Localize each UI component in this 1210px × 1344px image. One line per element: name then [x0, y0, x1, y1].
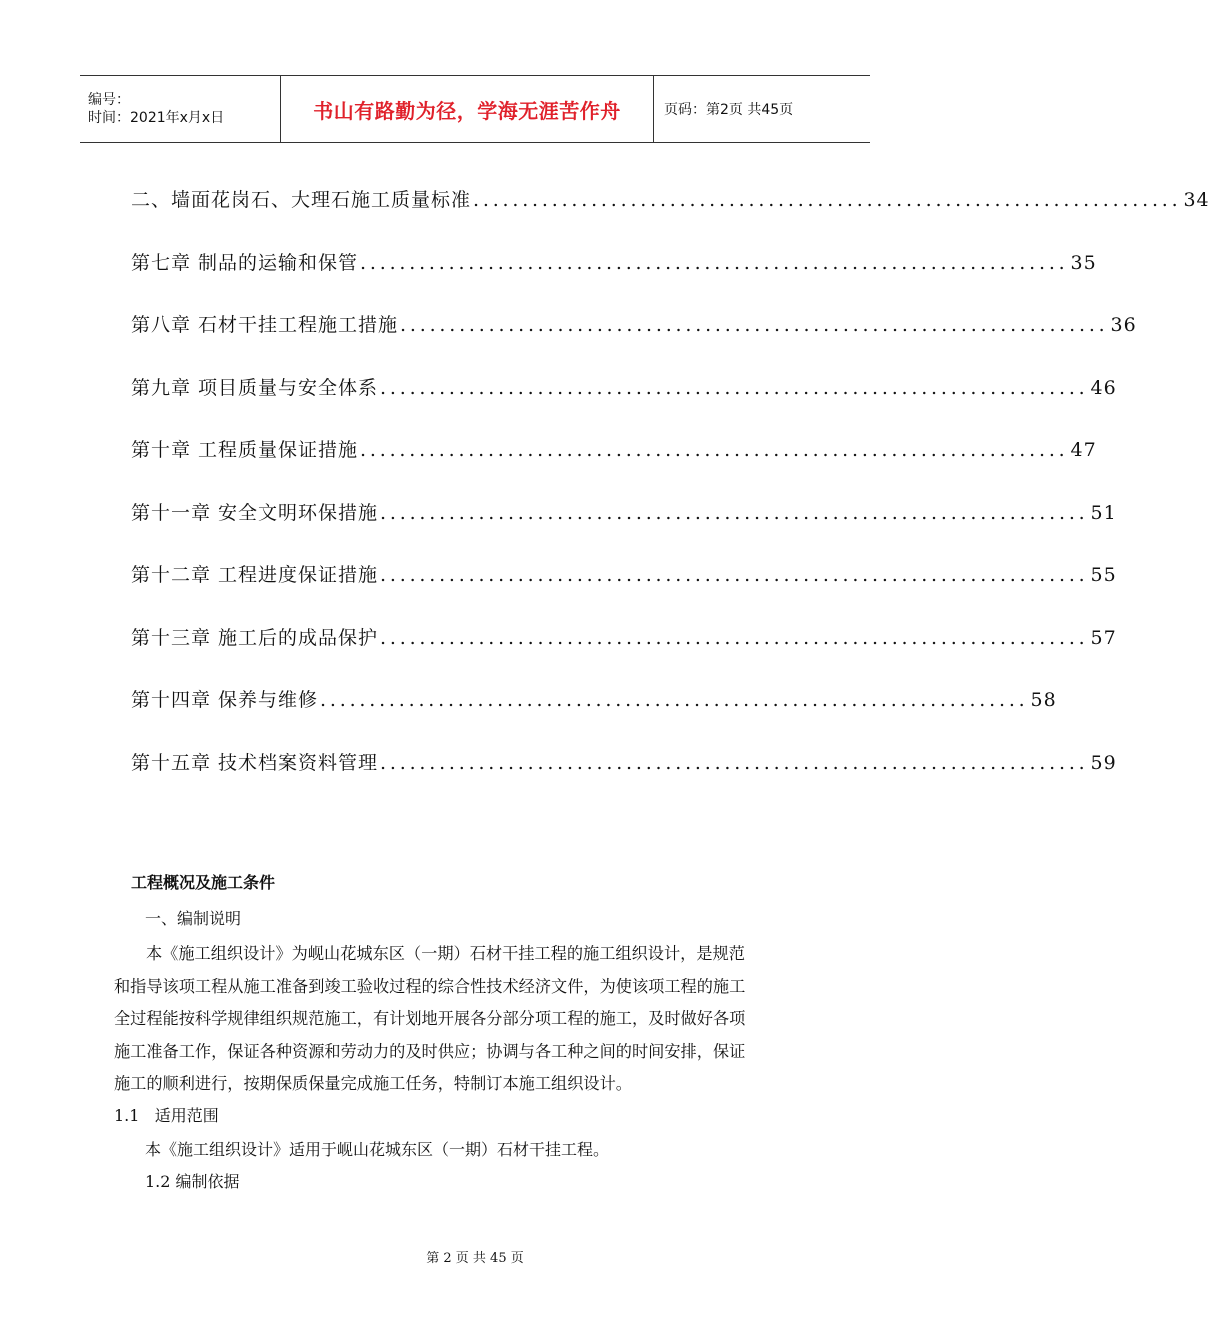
toc-entry-title: 二、墙面花岗石、大理石施工质量标准	[131, 189, 472, 211]
paragraph-line: 和指导该项工程从施工准备到竣工验收过程的综合性技术经济文件，为使该项工程的施工	[114, 976, 746, 996]
toc-entry-page: 59	[1090, 751, 1117, 774]
toc-leader-dots: ........................................................................	[380, 501, 1089, 524]
toc-entry-page: 35	[1070, 251, 1097, 274]
toc-entry[interactable]	[131, 498, 1117, 561]
paragraph-line: 全过程能按科学规律组织规范施工，有计划地开展各分部分项工程的施工，及时做好各项	[114, 1009, 746, 1028]
toc-entry[interactable]	[131, 185, 1210, 248]
toc-entry[interactable]	[131, 560, 1117, 623]
toc-entry[interactable]	[131, 685, 1057, 748]
toc-leader-dots: ........................................................................	[380, 626, 1089, 649]
doc-number: 编号：	[88, 92, 130, 108]
paragraph-line: 施工准备工作，保证各种资源和劳动力的及时供应；协调与各工种之间的时间安排，保证	[114, 1041, 746, 1061]
toc-entry[interactable]	[131, 248, 1097, 311]
toc-entry-page: 34	[1183, 189, 1210, 211]
toc-entry[interactable]	[131, 435, 1097, 498]
subsection-1-1-heading: 1.1 适用范围	[114, 1106, 219, 1125]
toc-entry-page: 57	[1090, 626, 1117, 649]
toc-leader-dots: ........................................................................	[380, 751, 1089, 774]
doc-date: 时间：2021年x月x日	[88, 110, 225, 126]
paragraph-line: 本《施工组织设计》为岘山花城东区（一期）石材干挂工程的施工组织设计，是规范	[146, 944, 745, 963]
toc-entry[interactable]	[131, 623, 1117, 686]
toc-leader-dots: ........................................................................	[473, 189, 1182, 211]
toc-leader-dots: ........................................................................	[360, 439, 1069, 461]
toc-entry-title: 第七章 制品的运输和保管	[131, 251, 359, 274]
toc-entry-title: 第十一章 安全文明环保措施	[131, 501, 379, 524]
toc-entry-page: 47	[1070, 439, 1097, 461]
toc-leader-dots: ........................................................................	[360, 251, 1069, 274]
toc-entry-title: 第十三章 施工后的成品保护	[131, 626, 379, 649]
header-motto: 书山有路勤为径，学海无涯苦作舟	[313, 98, 621, 123]
header-page-info: 页码：第2页 共45页	[664, 102, 794, 118]
toc-entry-page: 36	[1110, 314, 1137, 336]
section-heading: 工程概况及施工条件	[131, 873, 276, 892]
page-header	[80, 75, 870, 143]
body-paragraph-scope: 本《施工组织设计》适用于岘山花城东区（一期）石材干挂工程。	[145, 1140, 610, 1159]
subsection-heading: 一、编制说明	[145, 909, 242, 928]
toc-entry-title: 第九章 项目质量与安全体系	[131, 376, 379, 399]
toc-entry[interactable]	[131, 748, 1117, 811]
toc-leader-dots: ........................................................................	[380, 376, 1089, 399]
page-footer: 第 2 页 共 45 页	[426, 1251, 524, 1266]
toc-entry-page: 58	[1030, 689, 1057, 711]
table-of-contents	[131, 185, 1210, 810]
toc-leader-dots: ........................................................................	[400, 314, 1109, 336]
toc-entry[interactable]	[131, 373, 1117, 436]
toc-entry-title: 第十四章 保养与维修	[131, 689, 319, 711]
toc-entry-page: 55	[1090, 564, 1117, 586]
header-left	[80, 76, 280, 142]
paragraph-line: 施工的顺利进行，按期保质保量完成施工任务，特制订本施工组织设计。	[114, 1074, 632, 1093]
toc-entry-title: 第八章 石材干挂工程施工措施	[131, 314, 399, 336]
toc-leader-dots: ........................................................................	[320, 689, 1029, 711]
header-motto-cell	[280, 76, 654, 142]
toc-entry-page: 51	[1090, 501, 1117, 524]
subsection-1-2-heading: 1.2 编制依据	[145, 1172, 240, 1191]
toc-entry-title: 第十二章 工程进度保证措施	[131, 564, 379, 586]
toc-entry-title: 第十五章 技术档案资料管理	[131, 751, 379, 774]
body-paragraph	[114, 938, 864, 1101]
toc-entry-title: 第十章 工程质量保证措施	[131, 439, 359, 461]
toc-leader-dots: ........................................................................	[380, 564, 1089, 586]
toc-entry-page: 46	[1090, 376, 1117, 399]
toc-entry[interactable]	[131, 310, 1137, 373]
